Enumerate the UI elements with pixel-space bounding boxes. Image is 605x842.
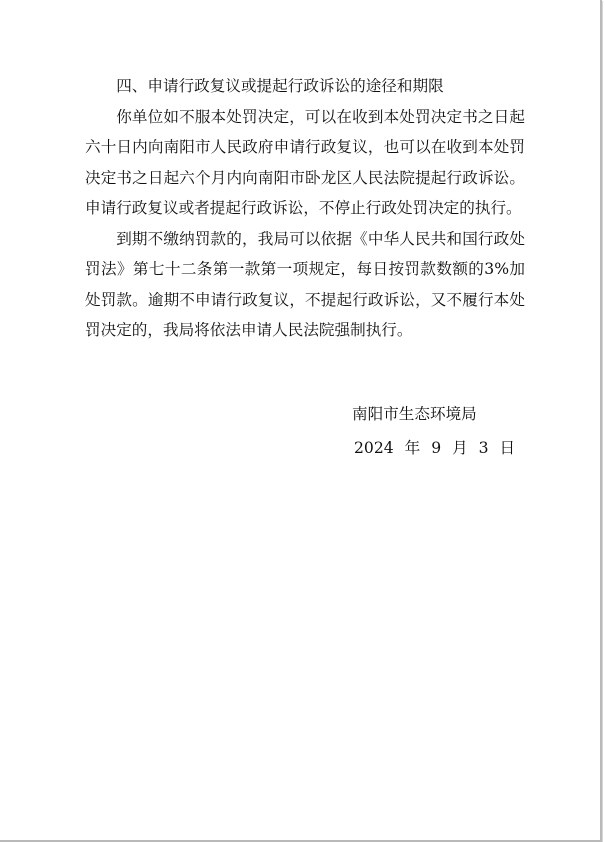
paragraph-appeal: 你单位如不服本处罚决定，可以在收到本处罚决定书之日起六十日内向南阳市人民政府申请行政复议，也可以在收到本处罚决定书之日起六个月内向南阳市卧龙区人民法院提起行政诉讼。申请行政复议或者提起行政诉讼，不停止行政处罚决定的执行。 xyxy=(85,107,525,217)
section-heading: 四、申请行政复议或提起行政诉讼的途径和期限 xyxy=(116,77,444,95)
signature-block xyxy=(352,398,515,464)
paragraph-enforcement: 到期不缴纳罚款的，我局可以依据《中华人民共和国行政处罚法》第七十二条第一款第一项规定，每日按罚款数额的3%加处罚款。逾期不申请行政复议，不提起行政诉讼，又不履行本处罚决定的，我局将依法申请人民法院强制执行。 xyxy=(85,229,525,339)
issue-date: 2024 年 9 月 3 日 xyxy=(354,439,516,457)
document-body xyxy=(85,71,525,346)
issuing-organization: 南阳市生态环境局 xyxy=(352,405,477,423)
